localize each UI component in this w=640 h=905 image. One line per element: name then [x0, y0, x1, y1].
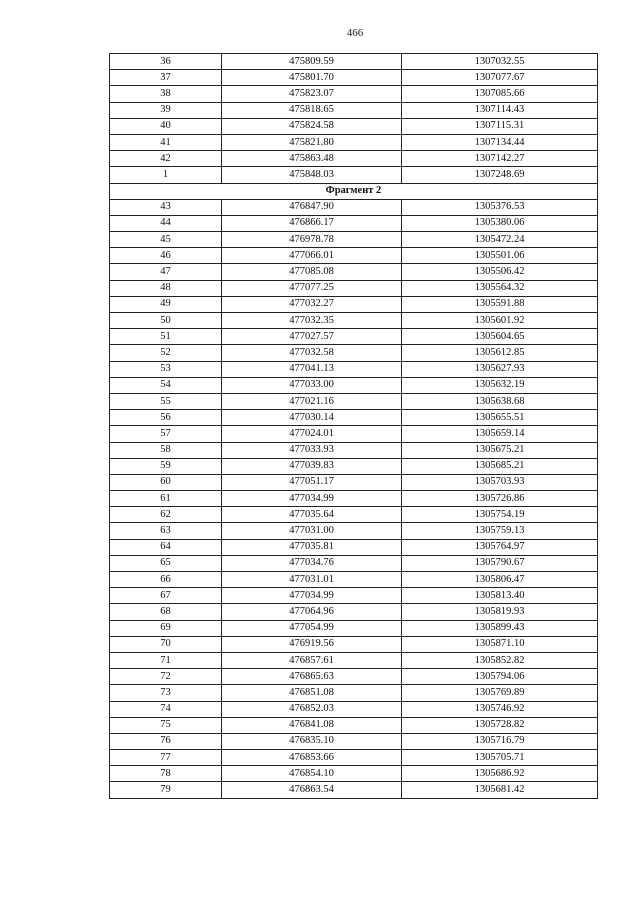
point-number-cell: 54: [110, 377, 222, 393]
x-coordinate-cell: 477035.81: [222, 539, 402, 555]
point-number-cell: 58: [110, 442, 222, 458]
y-coordinate-cell: 1305726.86: [402, 491, 598, 507]
point-number-cell: 77: [110, 750, 222, 766]
y-coordinate-cell: 1305472.24: [402, 232, 598, 248]
table-row: [110, 134, 598, 150]
table-row: [110, 733, 598, 749]
point-number-cell: 56: [110, 410, 222, 426]
point-number-cell: 45: [110, 232, 222, 248]
x-coordinate-cell: 477034.99: [222, 588, 402, 604]
x-coordinate-cell: 477064.96: [222, 604, 402, 620]
section-header-row: [110, 183, 598, 199]
y-coordinate-cell: 1305899.43: [402, 620, 598, 636]
x-coordinate-cell: 477033.00: [222, 377, 402, 393]
table-row: [110, 750, 598, 766]
table-row: [110, 426, 598, 442]
table-row: [110, 345, 598, 361]
point-number-cell: 46: [110, 248, 222, 264]
y-coordinate-cell: 1307134.44: [402, 134, 598, 150]
x-coordinate-cell: 477041.13: [222, 361, 402, 377]
table-row: [110, 588, 598, 604]
table-row: [110, 361, 598, 377]
y-coordinate-cell: 1305703.93: [402, 474, 598, 490]
y-coordinate-cell: 1305655.51: [402, 410, 598, 426]
table-row: [110, 523, 598, 539]
x-coordinate-cell: 477030.14: [222, 410, 402, 426]
x-coordinate-cell: 475818.65: [222, 102, 402, 118]
x-coordinate-cell: 475824.58: [222, 118, 402, 134]
point-number-cell: 71: [110, 652, 222, 668]
y-coordinate-cell: 1305380.06: [402, 215, 598, 231]
y-coordinate-cell: 1305806.47: [402, 572, 598, 588]
y-coordinate-cell: 1305769.89: [402, 685, 598, 701]
x-coordinate-cell: 476866.17: [222, 215, 402, 231]
x-coordinate-cell: 476865.63: [222, 669, 402, 685]
y-coordinate-cell: 1305627.93: [402, 361, 598, 377]
table-row: [110, 151, 598, 167]
table-row: [110, 232, 598, 248]
x-coordinate-cell: 477039.83: [222, 458, 402, 474]
point-number-cell: 68: [110, 604, 222, 620]
x-coordinate-cell: 477035.64: [222, 507, 402, 523]
y-coordinate-cell: 1305501.06: [402, 248, 598, 264]
y-coordinate-cell: 1305759.13: [402, 523, 598, 539]
table-row: [110, 313, 598, 329]
table-row: [110, 507, 598, 523]
table-row: [110, 264, 598, 280]
y-coordinate-cell: 1305813.40: [402, 588, 598, 604]
x-coordinate-cell: 477077.25: [222, 280, 402, 296]
point-number-cell: 69: [110, 620, 222, 636]
point-number-cell: 47: [110, 264, 222, 280]
point-number-cell: 66: [110, 572, 222, 588]
point-number-cell: 62: [110, 507, 222, 523]
y-coordinate-cell: 1305681.42: [402, 782, 598, 798]
y-coordinate-cell: 1305746.92: [402, 701, 598, 717]
y-coordinate-cell: 1305376.53: [402, 199, 598, 215]
point-number-cell: 49: [110, 296, 222, 312]
y-coordinate-cell: 1307248.69: [402, 167, 598, 183]
table-row: [110, 442, 598, 458]
table-row: [110, 782, 598, 798]
point-number-cell: 72: [110, 669, 222, 685]
x-coordinate-cell: 477032.27: [222, 296, 402, 312]
x-coordinate-cell: 477031.01: [222, 572, 402, 588]
x-coordinate-cell: 476978.78: [222, 232, 402, 248]
table-row: [110, 717, 598, 733]
table-row: [110, 620, 598, 636]
y-coordinate-cell: 1305506.42: [402, 264, 598, 280]
x-coordinate-cell: 476847.90: [222, 199, 402, 215]
point-number-cell: 75: [110, 717, 222, 733]
point-number-cell: 42: [110, 151, 222, 167]
x-coordinate-cell: 476852.03: [222, 701, 402, 717]
table-row: [110, 491, 598, 507]
y-coordinate-cell: 1305819.93: [402, 604, 598, 620]
table-row: [110, 555, 598, 571]
point-number-cell: 73: [110, 685, 222, 701]
x-coordinate-cell: 476919.56: [222, 636, 402, 652]
table-row: [110, 604, 598, 620]
y-coordinate-cell: 1305638.68: [402, 393, 598, 409]
x-coordinate-cell: 476835.10: [222, 733, 402, 749]
table-row: [110, 669, 598, 685]
y-coordinate-cell: 1305852.82: [402, 652, 598, 668]
x-coordinate-cell: 475821.80: [222, 134, 402, 150]
y-coordinate-cell: 1305794.06: [402, 669, 598, 685]
y-coordinate-cell: 1305685.21: [402, 458, 598, 474]
y-coordinate-cell: 1305790.67: [402, 555, 598, 571]
table-row: [110, 70, 598, 86]
coordinates-table-body: [110, 54, 598, 799]
table-row: [110, 766, 598, 782]
y-coordinate-cell: 1305728.82: [402, 717, 598, 733]
x-coordinate-cell: 475823.07: [222, 86, 402, 102]
table-row: [110, 167, 598, 183]
x-coordinate-cell: 477032.35: [222, 313, 402, 329]
table-row: [110, 296, 598, 312]
x-coordinate-cell: 475848.03: [222, 167, 402, 183]
y-coordinate-cell: 1305675.21: [402, 442, 598, 458]
y-coordinate-cell: 1305764.97: [402, 539, 598, 555]
table-row: [110, 652, 598, 668]
table-row: [110, 118, 598, 134]
point-number-cell: 52: [110, 345, 222, 361]
point-number-cell: 44: [110, 215, 222, 231]
point-number-cell: 76: [110, 733, 222, 749]
table-row: [110, 86, 598, 102]
point-number-cell: 37: [110, 70, 222, 86]
point-number-cell: 39: [110, 102, 222, 118]
table-row: [110, 215, 598, 231]
table-row: [110, 329, 598, 345]
y-coordinate-cell: 1307114.43: [402, 102, 598, 118]
x-coordinate-cell: 475809.59: [222, 54, 402, 70]
y-coordinate-cell: 1305754.19: [402, 507, 598, 523]
y-coordinate-cell: 1305612.85: [402, 345, 598, 361]
table-row: [110, 393, 598, 409]
table-row: [110, 539, 598, 555]
point-number-cell: 55: [110, 393, 222, 409]
x-coordinate-cell: 476857.61: [222, 652, 402, 668]
point-number-cell: 50: [110, 313, 222, 329]
x-coordinate-cell: 477027.57: [222, 329, 402, 345]
table-row: [110, 458, 598, 474]
x-coordinate-cell: 477066.01: [222, 248, 402, 264]
point-number-cell: 79: [110, 782, 222, 798]
y-coordinate-cell: 1307085.66: [402, 86, 598, 102]
x-coordinate-cell: 476854.10: [222, 766, 402, 782]
y-coordinate-cell: 1307077.67: [402, 70, 598, 86]
point-number-cell: 51: [110, 329, 222, 345]
page-number: 466: [346, 27, 364, 39]
table-row: [110, 377, 598, 393]
point-number-cell: 70: [110, 636, 222, 652]
y-coordinate-cell: 1305705.71: [402, 750, 598, 766]
table-row: [110, 280, 598, 296]
coordinates-table: [109, 53, 598, 799]
table-row: [110, 410, 598, 426]
point-number-cell: 65: [110, 555, 222, 571]
section-header: Фрагмент 2: [110, 183, 598, 199]
x-coordinate-cell: 477085.08: [222, 264, 402, 280]
y-coordinate-cell: 1307032.55: [402, 54, 598, 70]
x-coordinate-cell: 477054.99: [222, 620, 402, 636]
y-coordinate-cell: 1305659.14: [402, 426, 598, 442]
table-row: [110, 54, 598, 70]
y-coordinate-cell: 1305564.32: [402, 280, 598, 296]
table-row: [110, 474, 598, 490]
point-number-cell: 43: [110, 199, 222, 215]
x-coordinate-cell: 477024.01: [222, 426, 402, 442]
x-coordinate-cell: 476851.08: [222, 685, 402, 701]
x-coordinate-cell: 477033.93: [222, 442, 402, 458]
point-number-cell: 61: [110, 491, 222, 507]
x-coordinate-cell: 477034.76: [222, 555, 402, 571]
table-row: [110, 102, 598, 118]
table-row: [110, 572, 598, 588]
point-number-cell: 74: [110, 701, 222, 717]
point-number-cell: 40: [110, 118, 222, 134]
y-coordinate-cell: 1305632.19: [402, 377, 598, 393]
point-number-cell: 36: [110, 54, 222, 70]
point-number-cell: 60: [110, 474, 222, 490]
table-row: [110, 199, 598, 215]
point-number-cell: 59: [110, 458, 222, 474]
point-number-cell: 41: [110, 134, 222, 150]
table-row: [110, 248, 598, 264]
table-row: [110, 701, 598, 717]
point-number-cell: 64: [110, 539, 222, 555]
x-coordinate-cell: 477051.17: [222, 474, 402, 490]
x-coordinate-cell: 476841.08: [222, 717, 402, 733]
point-number-cell: 53: [110, 361, 222, 377]
point-number-cell: 48: [110, 280, 222, 296]
table-row: [110, 636, 598, 652]
table-row: [110, 685, 598, 701]
point-number-cell: 67: [110, 588, 222, 604]
x-coordinate-cell: 476863.54: [222, 782, 402, 798]
x-coordinate-cell: 477021.16: [222, 393, 402, 409]
x-coordinate-cell: 475863.48: [222, 151, 402, 167]
y-coordinate-cell: 1305601.92: [402, 313, 598, 329]
point-number-cell: 1: [110, 167, 222, 183]
y-coordinate-cell: 1305686.92: [402, 766, 598, 782]
y-coordinate-cell: 1305716.79: [402, 733, 598, 749]
y-coordinate-cell: 1305604.65: [402, 329, 598, 345]
x-coordinate-cell: 477032.58: [222, 345, 402, 361]
y-coordinate-cell: 1307115.31: [402, 118, 598, 134]
x-coordinate-cell: 477031.00: [222, 523, 402, 539]
x-coordinate-cell: 476853.66: [222, 750, 402, 766]
point-number-cell: 38: [110, 86, 222, 102]
x-coordinate-cell: 477034.99: [222, 491, 402, 507]
x-coordinate-cell: 475801.70: [222, 70, 402, 86]
point-number-cell: 78: [110, 766, 222, 782]
y-coordinate-cell: 1305591.88: [402, 296, 598, 312]
y-coordinate-cell: 1307142.27: [402, 151, 598, 167]
y-coordinate-cell: 1305871.10: [402, 636, 598, 652]
point-number-cell: 63: [110, 523, 222, 539]
point-number-cell: 57: [110, 426, 222, 442]
